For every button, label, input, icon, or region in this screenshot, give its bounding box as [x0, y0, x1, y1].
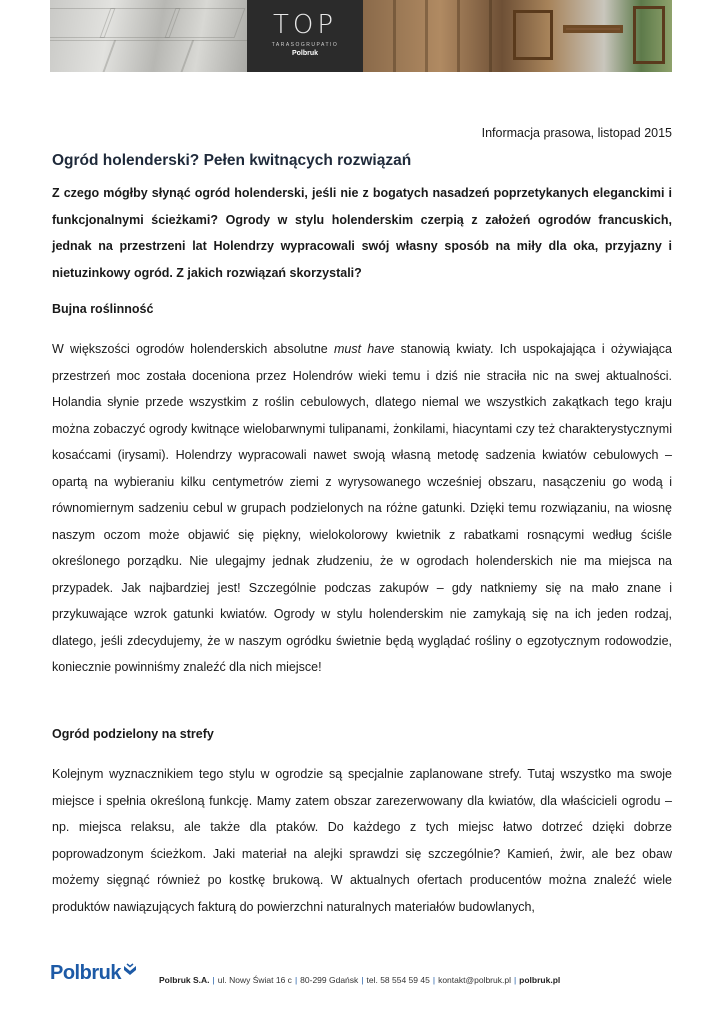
paragraph-text-start: W większości ogrodów holenderskich absolutne [52, 342, 334, 356]
footer-separator: | [294, 975, 298, 985]
press-release-date: Informacja prasowa, listopad 2015 [481, 126, 672, 140]
logo-main-text: TOP [272, 10, 338, 40]
footer-company: Polbruk S.A. [159, 975, 210, 985]
article-title: Ogród holenderski? Pełen kwitnących rozwiązań [52, 152, 412, 169]
paving-photo [50, 0, 247, 72]
logo-sub-text: TARASOGRUPATIO [271, 42, 339, 48]
section-paragraph-zones: Kolejnym wyznacznikiem tego stylu w ogrodzie są specjalnie zaplanowane strefy. Tutaj wszystko ma swoje miejsce i spełnia określoną funkcję. Mamy zatem obszar zarezerwowany dla kwiatów, dla właścicieli ogrodu – np. miejsca relaksu, ale także dla ptaków. Do każdego z tych miejsc łatwo dotrzeć dzięki dobrze poprowadzonym ścieżkom. Jaki materiał na alejki sprawdzi się szczególnie? Kamień, żwir, ale bez obaw możemy sięgnąć również po kostkę brukową. W aktualnych ofertach producentów można znaleźć wiele produktów nawiązujących fakturą do powierzchni naturalnych materiałów budowlanych, [52, 767, 672, 914]
section-heading-vegetation: Bujna roślinność [52, 302, 154, 316]
section-heading-zones: Ogród podzielony na strefy [52, 727, 214, 741]
footer-email-link[interactable]: kontakt@polbruk.pl [438, 975, 511, 985]
footer-separator: | [432, 975, 436, 985]
footer-logo [50, 962, 137, 985]
header-banner [50, 0, 672, 72]
footer-separator: | [513, 975, 517, 985]
article-lead: Z czego mógłby słynąć ogród holenderski, jeśli nie z bogatych nasadzeń poprzetykanych eleganckimi i funkcjonalnymi ścieżkami? Ogrody w stylu holenderskim czerpią z założeń ogrodów francuskich, jednak na przestrzeni lat Holendrzy wypracowali swój własny sposób na miły dla oka, przyjazny i nietuzinkowy ogród. Z jakich rozwiązań skorzystali? [52, 186, 672, 280]
section-paragraph-vegetation [52, 336, 672, 681]
footer-website-link[interactable]: polbruk.pl [519, 975, 561, 985]
footer-contact [159, 975, 560, 985]
footer-phone: tel. 58 554 59 45 [366, 975, 430, 985]
footer-city: 80-299 Gdańsk [300, 975, 359, 985]
paragraph-italic-phrase: must have [333, 342, 395, 356]
top-logo [247, 0, 363, 72]
footer-address: ul. Nowy Świat 16 c [217, 975, 292, 985]
logo-brand-text: Polbruk [291, 50, 319, 57]
footer-separator: | [361, 975, 364, 985]
paragraph-text-rest: stanowią kwiaty. Ich uspokajająca i ożywiająca przestrzeń moc została doceniona przez Holendrów wieki temu i dziś nie straciła nic na swej aktualności. Holandia słynie przede wszystkim z roślin cebulowych, dlatego niemal we wszystkich zakątkach tego kraju można zobaczyć ogrody kwitnące wielobarwnymi tulipanami, żonkilami, hiacyntami czy też charakterystycznymi kosaćcami (irysami). Holendrzy wypracowali nawet swoją własną metodę sadzenia kwiatów cebulowych – opartą na wybieraniu kilku centymetrów ziemi z wyrysowanego wcześniej obszaru, nasączeniu go wodą i równomiernym sadzeniu cebul w grupach podzielonych na różne gatunki. Dzięki temu rozwiązaniu, na wiosnę naszym oczom może objawić się piękny, wielokolorowy kwietnik z rabatkami rosnącymi według ściśle określonego porządku. Nie ulegajmy jednak złudzeniu, że w ogrodach holenderskich nie ma miejsca na przypadek. Jak najbardziej jest! Szczególnie podczas zakupów – gdy natkniemy się na mało znane i przykuwające wzrok gatunki kwiatów. Ogrody w stylu holenderskim nie zamykają się na ich jeden rodzaj, dlatego, jeśli zdecydujemy, że w naszym ogródku świetnie będą wyglądać rośliny o egzotycznym rodowodzie, koniecznie powinniśmy znaleźć dla nich miejsce! [52, 342, 672, 674]
garden-furniture-photo [363, 0, 672, 72]
footer-separator: | [212, 975, 215, 985]
polbruk-mark-icon [123, 963, 137, 977]
footer-logo-text: Polbruk [50, 962, 121, 984]
